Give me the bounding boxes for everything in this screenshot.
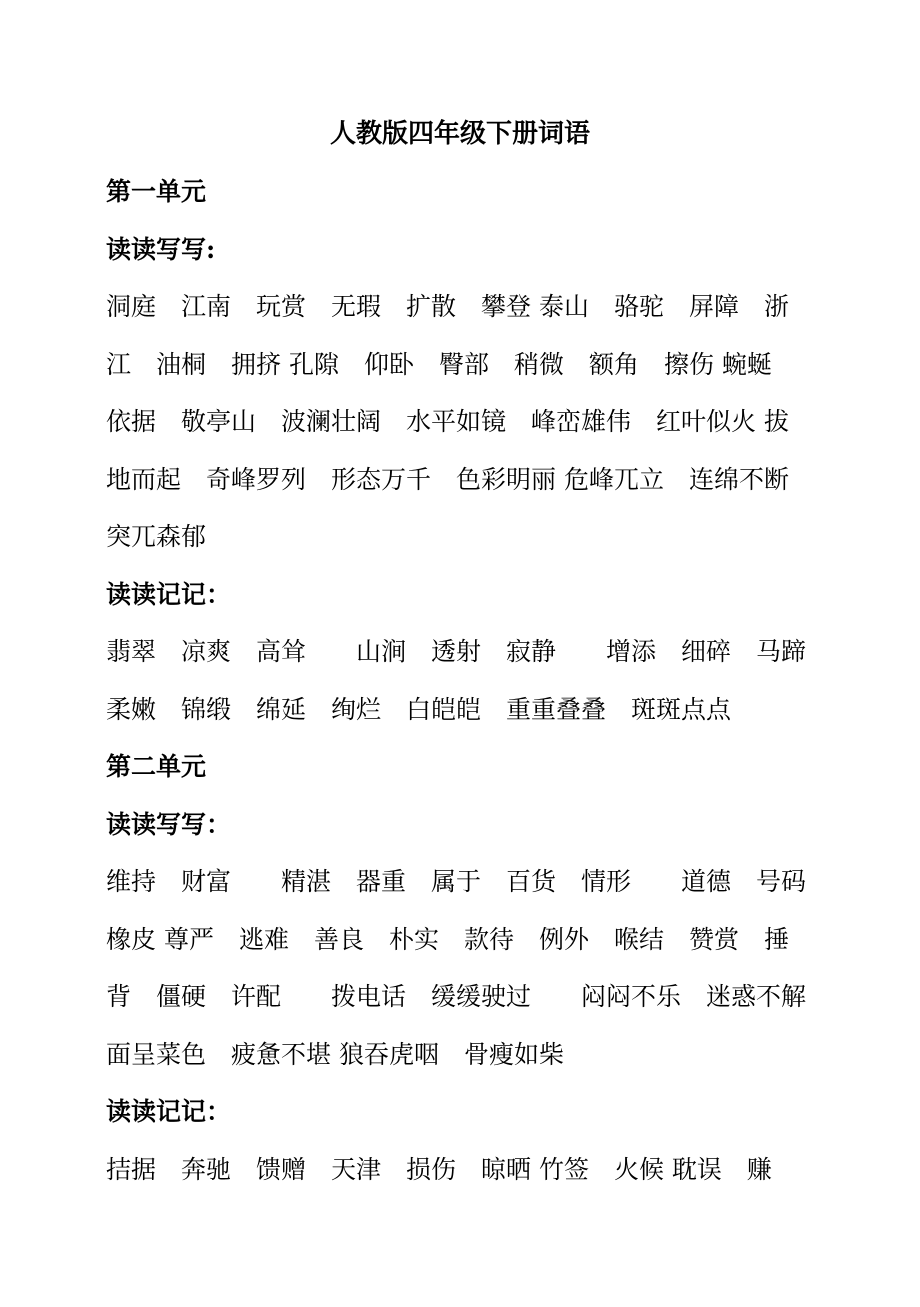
word-line: 依据 敬亭山 波澜壮阔 水平如镜 峰峦雄伟 红叶似火 拔 bbox=[106, 407, 789, 436]
word-line: 地而起 奇峰罗列 形态万千 色彩明丽 危峰兀立 连绵不断 bbox=[106, 465, 789, 494]
word-line: 拮据 奔驰 馈赠 天津 损伤 晾晒 竹签 火候 耽误 赚 bbox=[106, 1155, 772, 1184]
unit1-read-write-heading: 读读写写: bbox=[106, 235, 216, 264]
unit2-heading: 第二单元 bbox=[106, 752, 207, 781]
word-line: 柔嫩 锦缎 绵延 绚烂 白皑皑 重重叠叠 斑斑点点 bbox=[106, 695, 732, 724]
word-line: 突兀森郁 bbox=[106, 522, 207, 551]
word-line: 面呈菜色 疲惫不堪 狼吞虎咽 骨瘦如柴 bbox=[106, 1040, 564, 1069]
word-line: 橡皮 尊严 逃难 善良 朴实 款待 例外 喉结 赞赏 捶 bbox=[106, 925, 789, 954]
unit1-read-remember-heading: 读读记记： bbox=[106, 580, 232, 609]
unit2-read-write-heading: 读读写写： bbox=[106, 810, 232, 839]
word-line: 翡翠 凉爽 高耸 山涧 透射 寂静 增添 细碎 马蹄 bbox=[106, 637, 807, 666]
document-title: 人教版四年级下册词语 bbox=[329, 119, 590, 149]
unit2-read-remember-heading: 读读记记： bbox=[106, 1097, 232, 1126]
word-line: 维持 财富 精湛 器重 属于 百货 情形 道德 号码 bbox=[106, 867, 807, 896]
unit1-heading: 第一单元 bbox=[106, 177, 207, 206]
word-line: 背 僵硬 许配 拨电话 缓缓驶过 闷闷不乐 迷惑不解 bbox=[106, 982, 807, 1011]
word-line: 江 油桐 拥挤 孔隙 仰卧 臀部 稍微 额角 擦伤 蜿蜒 bbox=[106, 350, 772, 379]
word-line: 洞庭 江南 玩赏 无瑕 扩散 攀登 泰山 骆驼 屏障 浙 bbox=[106, 292, 789, 321]
